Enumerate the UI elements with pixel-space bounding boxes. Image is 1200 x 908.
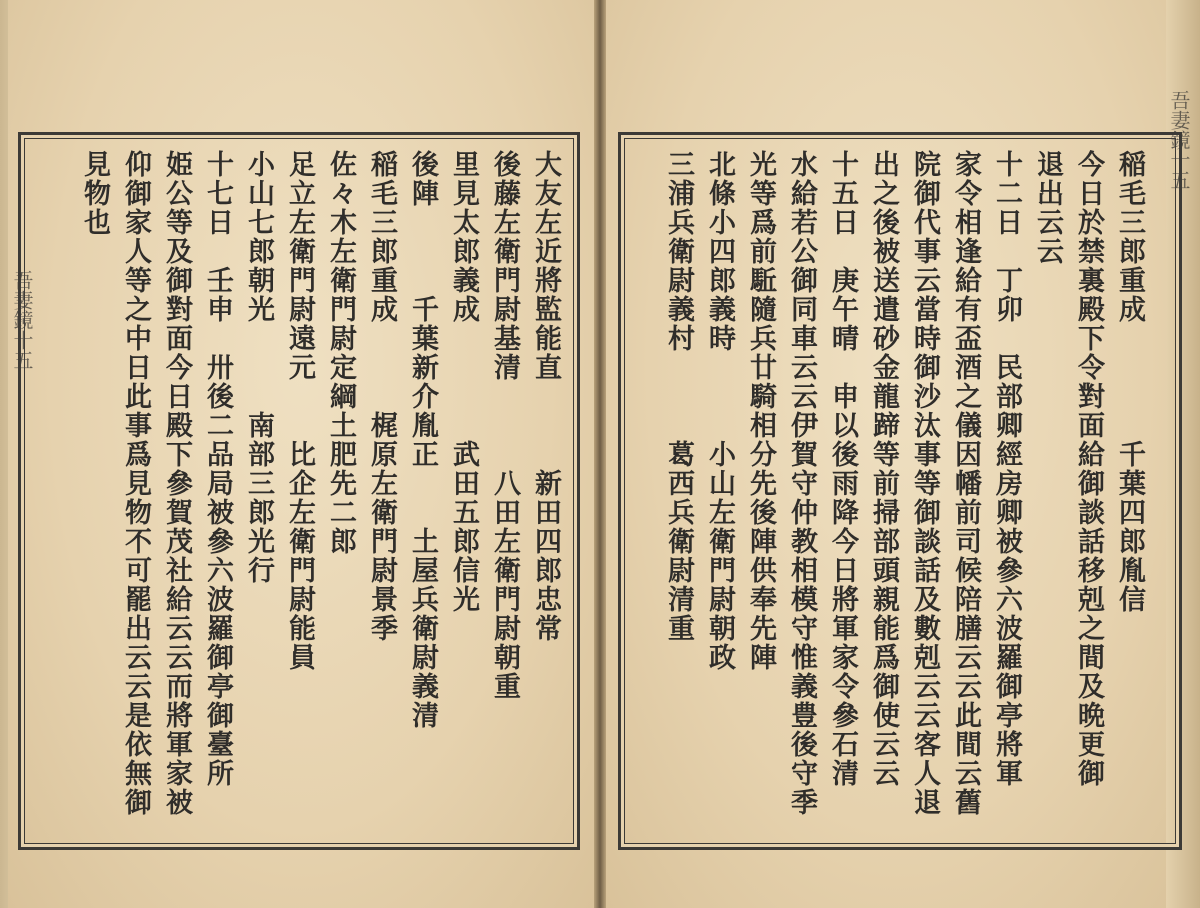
right-column-8: 十五日 庚午晴 申以後雨降今日將軍家令參石清 (827, 150, 858, 788)
left-column-7: 足立左衛門尉遠元 比企左衛門尉能員 (284, 150, 315, 672)
right-marginalia: 吾妻鏡十五 (1167, 90, 1191, 190)
left-column-12: 見物也 (79, 150, 110, 237)
right-column-9: 水給若公御同車云云伊賀守仲教相模守惟義豊後守季 (786, 150, 817, 817)
right-page-text (630, 150, 1150, 830)
left-marginalia: 吾妻鏡十五 (10, 270, 34, 370)
right-column-12: 三浦兵衛尉義村 葛西兵衛尉清重 (663, 150, 694, 643)
right-column-11: 北條小四郎義時 小山左衛門尉朝政 (704, 150, 735, 672)
right-column-10: 光等爲前駈隨兵廿騎相分先後陣供奉先陣 (745, 150, 776, 672)
left-column-1: 大友左近將監能直 新田四郎忠常 (530, 150, 561, 643)
right-column-6: 院御代事云當時御沙汰事等御談話及數剋云云客人退 (909, 150, 940, 817)
right-column-5: 家令相逢給有盃酒之儀因幡前司候陪膳云云此間云舊 (950, 150, 981, 817)
left-column-10: 姫公等及御對面今日殿下參賀茂社給云云而將軍家被 (161, 150, 192, 817)
left-column-3: 里見太郎義成 武田五郎信光 (448, 150, 479, 614)
right-column-4: 十二日 丁卯 民部卿經房卿被參六波羅御亭將軍 (991, 150, 1022, 788)
right-column-2: 今日於禁裏殿下令對面給御談話移剋之間及晩更御 (1073, 150, 1104, 788)
right-column-3: 退出云云 (1032, 150, 1063, 266)
left-page-text (36, 150, 566, 830)
left-column-6: 佐々木左衛門尉定綱土肥先二郎 (325, 150, 356, 556)
left-column-2: 後藤左衛門尉基清 八田左衛門尉朝重 (489, 150, 520, 701)
book-gutter (594, 0, 606, 908)
left-column-4: 後陣 千葉新介胤正 土屋兵衛尉義清 (407, 150, 438, 730)
left-column-9: 十七日 壬申 卅後二品局被參六波羅御亭御臺所 (202, 150, 233, 788)
right-column-1: 稲毛三郎重成 千葉四郎胤信 (1114, 150, 1145, 614)
left-column-11: 仰御家人等之中日此事爲見物不可罷出云云是依無御 (120, 150, 151, 817)
left-column-8: 小山七郎朝光 南部三郎光行 (243, 150, 274, 585)
right-column-7: 出之後被送遣砂金龍蹄等前掃部頭親能爲御使云云 (868, 150, 899, 788)
left-column-5: 稲毛三郎重成 梶原左衛門尉景季 (366, 150, 397, 643)
